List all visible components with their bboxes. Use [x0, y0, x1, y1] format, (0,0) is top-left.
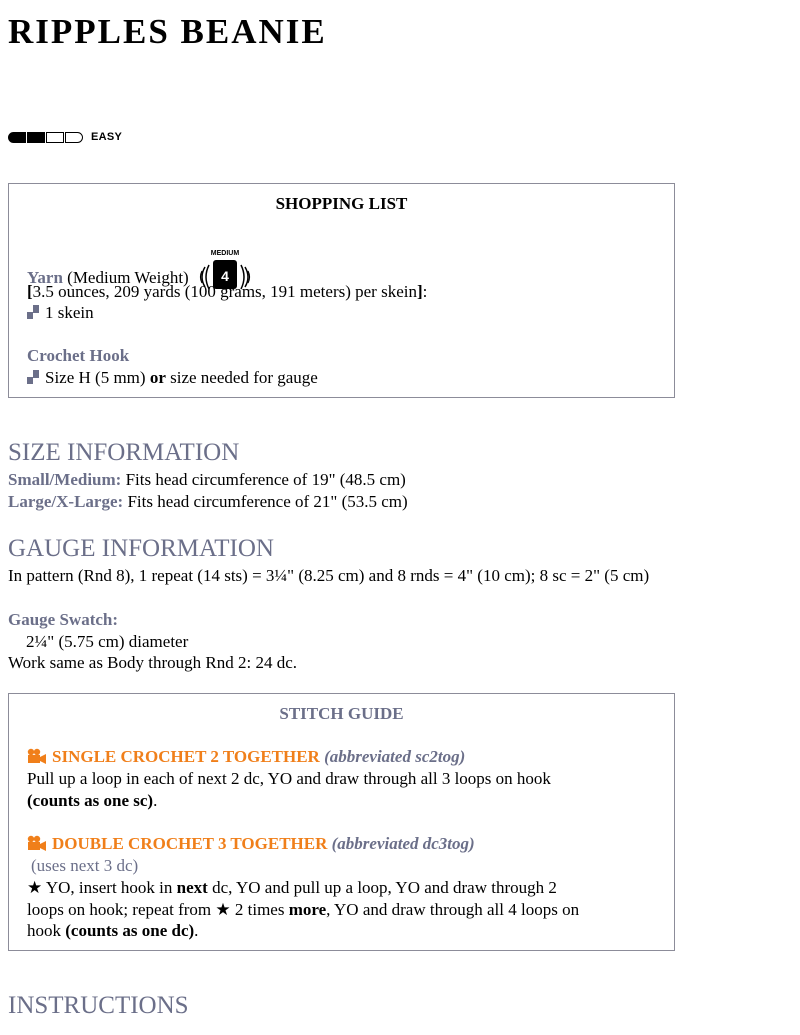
skill-bar-2 [27, 132, 45, 143]
yarn-weight: (Medium Weight) [62, 268, 189, 287]
dc3tog-counts: (counts as one dc) [65, 921, 195, 940]
gauge-swatch-size: 2¼" (5.75 cm) diameter [26, 632, 189, 651]
sc2tog-abbreviation: (abbreviated sc2tog) [324, 747, 466, 766]
dc3tog-bold: next [176, 878, 208, 897]
skill-bar-3 [46, 132, 64, 143]
gauge-information-heading: GAUGE INFORMATION [8, 535, 274, 562]
gauge-pattern-text: In pattern (Rnd 8), 1 repeat (14 sts) = 3¼" (8.25 cm) and 8 rnds = 4" (10 cm); 8 sc = 2" (5 cm) [8, 566, 650, 585]
size-label: Small/Medium: [8, 470, 122, 489]
hook-size: Size H (5 mm) [45, 368, 150, 387]
hook-size-line [27, 368, 318, 388]
sc2tog-name: SINGLE CROCHET 2 TOGETHER [52, 747, 320, 766]
skein-info-line [27, 282, 427, 302]
skein-count: 1 skein [45, 303, 94, 322]
skein-info: 3.5 ounces, 209 yards (100 grams, 191 meters) per skein [32, 282, 417, 301]
size-label: Large/X-Large: [8, 492, 124, 511]
shopping-list-heading: SHOPPING LIST [275, 194, 408, 213]
size-information-heading: SIZE INFORMATION [8, 439, 240, 466]
gauge-swatch-label: Gauge Swatch: [8, 610, 119, 629]
skein-colon: : [422, 282, 428, 301]
dc3tog-title-line [27, 834, 475, 854]
sc2tog-title-line [27, 747, 465, 767]
pattern-title: RIPPLES BEANIE [8, 12, 327, 51]
sc2tog-period: . [153, 791, 158, 810]
gauge-swatch-work: Work same as Body through Rnd 2: 24 dc. [8, 653, 298, 672]
stitch-guide-box [8, 693, 675, 951]
yarn-label: Yarn [27, 268, 63, 287]
dc3tog-text: loops on hook; repeat from ★ 2 times [27, 900, 289, 919]
skill-level-label: EASY [91, 131, 123, 143]
dc3tog-text: hook [27, 921, 66, 940]
size-text: Fits head circumference of 21" (53.5 cm) [123, 492, 408, 511]
size-row-small-medium [8, 470, 406, 490]
skill-bar-4 [65, 132, 83, 143]
sc2tog-description: Pull up a loop in each of next 2 dc, YO and draw through all 3 loops on hook [27, 769, 551, 788]
stitch-guide-heading: STITCH GUIDE [279, 704, 404, 723]
dc3tog-line-3 [27, 921, 198, 941]
video-camera-icon[interactable] [27, 835, 47, 851]
instructions-heading: INSTRUCTIONS [8, 992, 189, 1019]
video-camera-icon[interactable] [27, 748, 47, 764]
shopping-list-box [8, 183, 675, 398]
skill-level-bars [8, 132, 84, 143]
hook-gauge: size needed for gauge [165, 368, 318, 387]
hook-or: or [149, 368, 166, 387]
dc3tog-period: . [194, 921, 199, 940]
dc3tog-bold: more [288, 900, 327, 919]
bullet-icon [27, 370, 40, 385]
size-row-large-xlarge [8, 492, 408, 512]
bullet-icon [27, 305, 40, 320]
size-text: Fits head circumference of 19" (48.5 cm) [121, 470, 406, 489]
dc3tog-abbreviation: (abbreviated dc3tog) [331, 834, 475, 853]
skein-count-line [27, 303, 94, 323]
crochet-hook-label: Crochet Hook [27, 346, 130, 365]
skein-bracket-open: [ [27, 282, 33, 301]
skill-bar-1 [8, 132, 26, 143]
sc2tog-counts-line [27, 791, 157, 811]
sc2tog-counts: (counts as one sc) [27, 791, 154, 810]
dc3tog-line-1 [27, 878, 557, 898]
dc3tog-name: DOUBLE CROCHET 3 TOGETHER [52, 834, 328, 853]
skein-bracket-close: ] [416, 282, 423, 301]
yarn-badge-number: 4 [221, 268, 229, 284]
skill-level-indicator [8, 131, 122, 143]
dc3tog-line-2 [27, 900, 579, 920]
dc3tog-uses: (uses next 3 dc) [31, 856, 139, 875]
yarn-badge-label: MEDIUM [210, 250, 240, 257]
dc3tog-text: , YO and draw through all 4 loops on [326, 900, 580, 919]
dc3tog-text: dc, YO and pull up a loop, YO and draw through 2 [207, 878, 557, 897]
dc3tog-text: ★ YO, insert hook in [27, 878, 177, 897]
